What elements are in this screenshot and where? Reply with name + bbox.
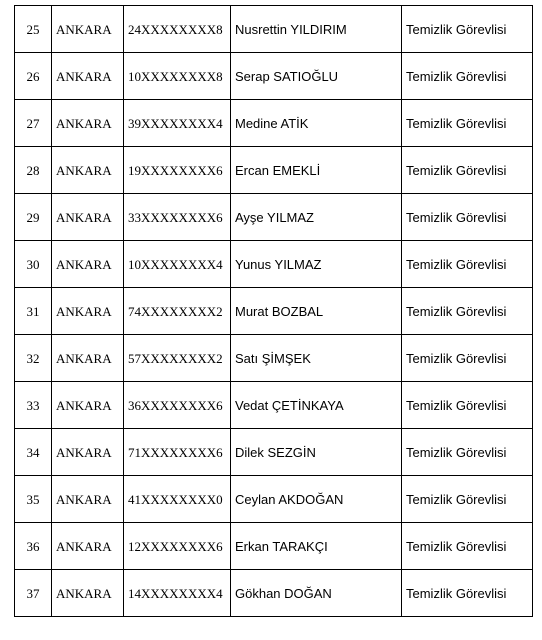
city-cell: ANKARA [52, 335, 124, 382]
name-cell: Ceylan AKDOĞAN [231, 476, 402, 523]
city-cell: ANKARA [52, 288, 124, 335]
id-number-cell: 10XXXXXXXX4 [124, 241, 231, 288]
table-row [15, 241, 533, 288]
job-title-cell: Temizlik Görevlisi [402, 100, 533, 147]
id-number-cell: 33XXXXXXXX6 [124, 194, 231, 241]
id-number-cell: 12XXXXXXXX6 [124, 523, 231, 570]
city-cell: ANKARA [52, 6, 124, 53]
job-title-cell: Temizlik Görevlisi [402, 429, 533, 476]
table-row [15, 523, 533, 570]
row-number: 31 [15, 288, 52, 335]
row-number: 34 [15, 429, 52, 476]
name-cell: Serap SATIOĞLU [231, 53, 402, 100]
row-number: 33 [15, 382, 52, 429]
job-title-cell: Temizlik Görevlisi [402, 570, 533, 617]
name-cell: Ercan EMEKLİ [231, 147, 402, 194]
name-cell: Satı ŞİMŞEK [231, 335, 402, 382]
table-row [15, 382, 533, 429]
table-row [15, 147, 533, 194]
city-cell: ANKARA [52, 382, 124, 429]
job-title-cell: Temizlik Görevlisi [402, 6, 533, 53]
job-title-cell: Temizlik Görevlisi [402, 53, 533, 100]
city-cell: ANKARA [52, 100, 124, 147]
city-cell: ANKARA [52, 53, 124, 100]
city-cell: ANKARA [52, 476, 124, 523]
job-title-cell: Temizlik Görevlisi [402, 288, 533, 335]
id-number-cell: 10XXXXXXXX8 [124, 53, 231, 100]
id-number-cell: 74XXXXXXXX2 [124, 288, 231, 335]
city-cell: ANKARA [52, 523, 124, 570]
id-number-cell: 57XXXXXXXX2 [124, 335, 231, 382]
name-cell: Gökhan DOĞAN [231, 570, 402, 617]
city-cell: ANKARA [52, 429, 124, 476]
table-row [15, 194, 533, 241]
id-number-cell: 71XXXXXXXX6 [124, 429, 231, 476]
row-number: 37 [15, 570, 52, 617]
id-number-cell: 41XXXXXXXX0 [124, 476, 231, 523]
row-number: 30 [15, 241, 52, 288]
city-cell: ANKARA [52, 570, 124, 617]
table-row [15, 335, 533, 382]
personnel-table-body [15, 6, 533, 617]
table-row [15, 6, 533, 53]
table-row [15, 476, 533, 523]
row-number: 35 [15, 476, 52, 523]
row-number: 32 [15, 335, 52, 382]
id-number-cell: 24XXXXXXXX8 [124, 6, 231, 53]
table-row [15, 100, 533, 147]
city-cell: ANKARA [52, 241, 124, 288]
job-title-cell: Temizlik Görevlisi [402, 523, 533, 570]
table-row [15, 570, 533, 617]
job-title-cell: Temizlik Görevlisi [402, 382, 533, 429]
name-cell: Erkan TARAKÇI [231, 523, 402, 570]
id-number-cell: 19XXXXXXXX6 [124, 147, 231, 194]
table-row [15, 53, 533, 100]
city-cell: ANKARA [52, 147, 124, 194]
id-number-cell: 36XXXXXXXX6 [124, 382, 231, 429]
name-cell: Nusrettin YILDIRIM [231, 6, 402, 53]
job-title-cell: Temizlik Görevlisi [402, 241, 533, 288]
name-cell: Dilek SEZGİN [231, 429, 402, 476]
city-cell: ANKARA [52, 194, 124, 241]
table-row [15, 429, 533, 476]
row-number: 25 [15, 6, 52, 53]
table-row [15, 288, 533, 335]
row-number: 26 [15, 53, 52, 100]
row-number: 27 [15, 100, 52, 147]
name-cell: Yunus YILMAZ [231, 241, 402, 288]
row-number: 29 [15, 194, 52, 241]
name-cell: Ayşe YILMAZ [231, 194, 402, 241]
row-number: 36 [15, 523, 52, 570]
job-title-cell: Temizlik Görevlisi [402, 335, 533, 382]
row-number: 28 [15, 147, 52, 194]
name-cell: Medine ATİK [231, 100, 402, 147]
job-title-cell: Temizlik Görevlisi [402, 147, 533, 194]
id-number-cell: 39XXXXXXXX4 [124, 100, 231, 147]
job-title-cell: Temizlik Görevlisi [402, 194, 533, 241]
name-cell: Vedat ÇETİNKAYA [231, 382, 402, 429]
personnel-table [14, 5, 533, 617]
name-cell: Murat BOZBAL [231, 288, 402, 335]
id-number-cell: 14XXXXXXXX4 [124, 570, 231, 617]
job-title-cell: Temizlik Görevlisi [402, 476, 533, 523]
